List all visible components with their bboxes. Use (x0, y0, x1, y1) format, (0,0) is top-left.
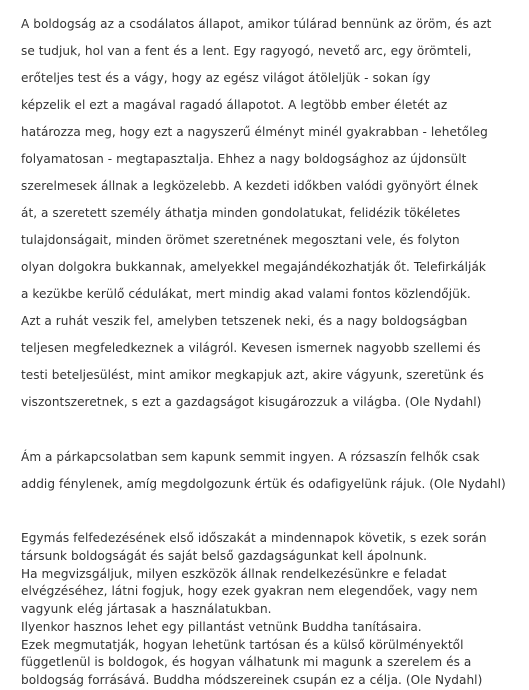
text-line: képzelik el ezt a magával ragadó állapotot. A legtöbb ember életét az (21, 98, 448, 112)
text-line: függetlenül is boldogok, és hogyan válhatunk mi magunk a szerelem és a (21, 655, 472, 669)
text-line: elvégzéséhez, látni fogjuk, hogy ezek gyakran nem elegendőek, vagy nem (21, 584, 478, 598)
text-line: Ha megvizsgáljuk, milyen eszközök állnak rendelkezésünkre e feladat (21, 567, 447, 581)
text-line: szerelmesek állnak a legközelebb. A kezdeti időkben valódi gyönyört élnek (21, 179, 479, 193)
text-line: Ezek megmutatják, hogyan lehetünk tartósan és a külső körülményektől (21, 638, 464, 652)
text-line: viszontszeretnek, s ezt a gazdagságot kisugározzuk a világba. (Ole Nydahl) (21, 395, 482, 409)
text-line: a kezükbe kerülő cédulákat, mert mindig akad valami fontos közlendőjük. (21, 287, 471, 301)
text-line: testi beteljesülést, mint amikor megkapjuk azt, akire vágyunk, szeretünk és (21, 368, 484, 382)
text-line: vagyunk elég jártasak a használatukban. (21, 602, 272, 616)
text-line: se tudjuk, hol van a fent és a lent. Egy ragyogó, nevető arc, egy örömteli, (21, 44, 472, 58)
text-line: társunk boldogságát és saját belső gazdagságunkat kell ápolnunk. (21, 549, 428, 563)
text-line: A boldogság az a csodálatos állapot, amikor túlárad bennünk az öröm, és azt (21, 17, 492, 31)
text-line: át, a szeretett személy áthatja minden gondolatukat, felidézik tökéletes (21, 206, 461, 220)
text-line: Ám a párkapcsolatban sem kapunk semmit ingyen. A rózsaszín felhők csak (21, 450, 480, 464)
text-line: addig fénylenek, amíg megdolgozunk értük és odafigyelünk rájuk. (Ole Nydahl) (21, 477, 506, 491)
text-line: Azt a ruhát veszik fel, amelyben tetszenek neki, és a nagy boldogságban (21, 314, 468, 328)
text-line: Ilyenkor hasznos lehet egy pillantást vetnünk Buddha tanításaira. (21, 620, 422, 634)
text-line: boldogság forrásává. Buddha módszereinek csupán ez a célja. (Ole Nydahl) (21, 673, 483, 687)
text-line: teljesen megfeledkeznek a világról. Kevesen ismernek nagyobb szellemi és (21, 341, 481, 355)
text-line: erőteljes test és a vágy, hogy az egész világot átöleljük - sokan így (21, 71, 431, 85)
text-line: Egymás felfedezésének első időszakát a mindennapok követik, s ezek során (21, 531, 487, 545)
text-line: folyamatosan - megtapasztalja. Ehhez a nagy boldogsághoz az újdonsült (21, 152, 467, 166)
text-line: olyan dolgokra bukkannak, amelyekkel megajándékozhatják őt. Telefirkálják (21, 260, 486, 274)
text-line: határozza meg, hogy ezt a nagyszerű élményt minél gyakrabban - lehetőleg (21, 125, 488, 139)
text-line: tulajdonságait, minden örömet szeretnének megosztani vele, és folyton (21, 233, 460, 247)
